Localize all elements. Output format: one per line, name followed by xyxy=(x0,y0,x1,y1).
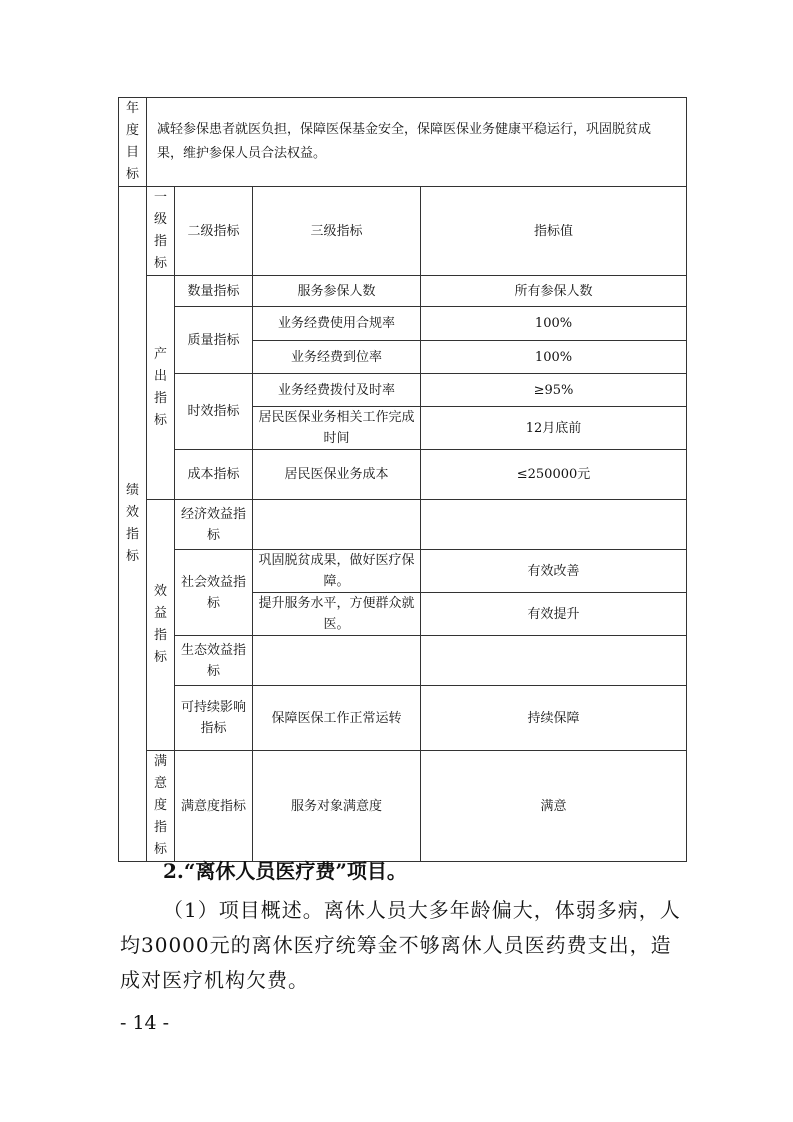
page-number: - 14 - xyxy=(120,1012,170,1034)
table-row xyxy=(119,550,687,593)
value-cell: 所有参保人数 xyxy=(421,276,687,307)
l3-cell: 业务经费拨付及时率 xyxy=(253,374,421,407)
section-heading: 2.“离休人员医疗费”项目。 xyxy=(163,859,407,883)
annual-goal-text: 减轻参保患者就医负担，保障医保基金安全，保障医保业务健康平稳运行，巩固脱贫成果，维护参保人员合法权益。 xyxy=(147,98,687,187)
l2-cell: 数量指标 xyxy=(175,276,253,307)
table-row xyxy=(119,450,687,500)
output-label: 产出指标 xyxy=(147,276,175,500)
l2-cell: 时效指标 xyxy=(175,374,253,450)
header-l1: 一级指标 xyxy=(147,187,175,276)
l3-cell: 保障医保工作正常运转 xyxy=(253,686,421,751)
l2-cell: 可持续影响指标 xyxy=(175,686,253,751)
value-cell: 有效改善 xyxy=(421,550,687,593)
table-row xyxy=(119,374,687,407)
header-l2: 二级指标 xyxy=(175,187,253,276)
value-cell: 100% xyxy=(421,341,687,374)
l3-cell: 居民医保业务成本 xyxy=(253,450,421,500)
value-cell: 有效提升 xyxy=(421,593,687,636)
value-cell xyxy=(421,636,687,686)
table-row xyxy=(119,276,687,307)
value-cell: ≤250000元 xyxy=(421,450,687,500)
table-row xyxy=(119,500,687,550)
l3-cell: 服务对象满意度 xyxy=(253,751,421,862)
l2-cell: 质量指标 xyxy=(175,307,253,374)
l2-cell: 成本指标 xyxy=(175,450,253,500)
l3-cell: 居民医保业务相关工作完成时间 xyxy=(253,407,421,450)
l3-cell xyxy=(253,500,421,550)
table-row xyxy=(119,686,687,751)
l2-cell: 经济效益指标 xyxy=(175,500,253,550)
value-cell: 持续保障 xyxy=(421,686,687,751)
l3-cell xyxy=(253,636,421,686)
satisfaction-label: 满意度指标 xyxy=(147,751,175,862)
l2-cell: 生态效益指标 xyxy=(175,636,253,686)
benefit-label: 效益指标 xyxy=(147,500,175,751)
paragraph: （1）项目概述。离休人员大多年龄偏大，体弱多病，人均30000元的离休医疗统筹金不够离休人员医药费支出，造成对医疗机构欠费。 xyxy=(120,898,681,992)
l3-cell: 业务经费到位率 xyxy=(253,341,421,374)
value-cell: ≥95% xyxy=(421,374,687,407)
l2-cell: 社会效益指标 xyxy=(175,550,253,636)
annual-goal-label: 年度目标 xyxy=(119,98,147,187)
l3-cell: 服务参保人数 xyxy=(253,276,421,307)
l3-cell: 提升服务水平，方便群众就医。 xyxy=(253,593,421,636)
table-row xyxy=(119,751,687,862)
value-cell xyxy=(421,500,687,550)
value-cell: 100% xyxy=(421,307,687,341)
l3-cell: 巩固脱贫成果，做好医疗保障。 xyxy=(253,550,421,593)
value-cell: 满意 xyxy=(421,751,687,862)
l2-cell: 满意度指标 xyxy=(175,751,253,862)
header-l3: 三级指标 xyxy=(253,187,421,276)
value-cell: 12月底前 xyxy=(421,407,687,450)
table-row xyxy=(119,636,687,686)
l3-cell: 业务经费使用合规率 xyxy=(253,307,421,341)
perf-label: 绩效指标 xyxy=(119,187,147,862)
performance-table xyxy=(118,97,687,862)
table-row xyxy=(119,307,687,341)
header-value: 指标值 xyxy=(421,187,687,276)
